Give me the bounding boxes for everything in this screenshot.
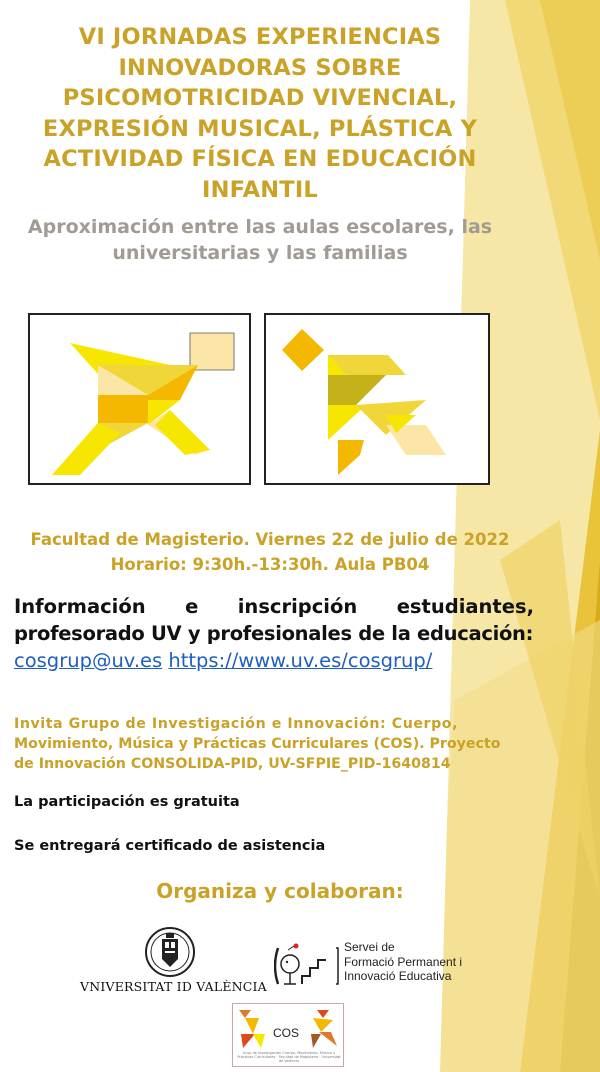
sfpie-line: Formació Permanent i — [344, 954, 463, 969]
registration-info — [14, 593, 534, 674]
sfpie-line: Innovació Educativa — [344, 969, 452, 983]
sfpie-figure-icon — [274, 940, 342, 992]
uv-name: VNIVERSITAT ID VALÈNCIA — [80, 979, 267, 994]
info-word: inscripción — [237, 595, 358, 618]
sfpie-name — [344, 940, 462, 984]
certificate-text: Se entregará certificado de asistencia — [14, 838, 326, 854]
cos-caption: Grup de Investigación Cuerpo, Movimiento, Música y Prácticas Curriculares · Facultad de Magisterio · Universitat de València — [237, 1051, 341, 1063]
title-line: INFANTIL — [202, 176, 318, 203]
invitation-text — [14, 714, 534, 774]
cos-label: COS — [273, 1026, 300, 1040]
tangram-runner-image — [28, 313, 251, 485]
sfpie-line: Servei de — [344, 940, 395, 954]
subtitle-line: universitarias y las familias — [112, 242, 408, 264]
info-word: e — [185, 595, 199, 618]
title-line: PSICOMOTRICIDAD VIVENCIAL, — [62, 85, 458, 111]
info-word: estudiantes, — [396, 595, 534, 618]
info-word: Información — [14, 595, 146, 618]
tangram-walker-illustration — [266, 315, 488, 483]
free-participation-text: La participación es gratuita — [14, 794, 240, 810]
subtitle-line: Aproximación entre las aulas escolares, las — [27, 216, 493, 238]
invite-line: Movimiento, Música y Prácticas Curriculares (COS). Proyecto — [14, 736, 501, 752]
info-line-2: profesorado UV y profesionales de la educación: — [14, 622, 534, 645]
info-line-1 — [14, 593, 534, 620]
organizers-heading: Organiza y colaboran: — [156, 879, 404, 903]
uv-seal-icon — [140, 925, 200, 979]
event-date-place: Facultad de Magisterio. Viernes 22 de julio de 2022 — [30, 530, 510, 549]
title-line: EXPRESIÓN MUSICAL, PLÁSTICA Y — [42, 115, 478, 142]
title-line: VI JORNADAS EXPERIENCIAS — [78, 24, 442, 50]
invite-line: Invita Grupo de Investigación e Innovación: Cuerpo, — [14, 716, 459, 732]
cos-logo — [232, 1003, 344, 1067]
tangram-runner-illustration — [30, 315, 249, 483]
invite-line: de Innovación CONSOLIDA-PID, UV-SFPIE_PID-1640814 — [14, 756, 451, 772]
title-line: ACTIVIDAD FÍSICA EN EDUCACIÓN — [43, 146, 477, 172]
event-details — [20, 527, 520, 577]
email-link[interactable]: cosgrup@uv.es — [14, 649, 163, 672]
event-schedule: Horario: 9:30h.-13:30h. Aula PB04 — [110, 555, 430, 574]
website-link[interactable]: https://www.uv.es/cosgrup/ — [168, 649, 433, 672]
sfpie-logo — [274, 940, 474, 992]
info-links — [14, 647, 534, 674]
tangram-walker-image — [264, 313, 490, 485]
title-line: INNOVADORAS SOBRE — [118, 54, 402, 81]
uv-logo — [80, 925, 267, 997]
event-title — [40, 22, 480, 205]
event-subtitle — [20, 214, 500, 266]
